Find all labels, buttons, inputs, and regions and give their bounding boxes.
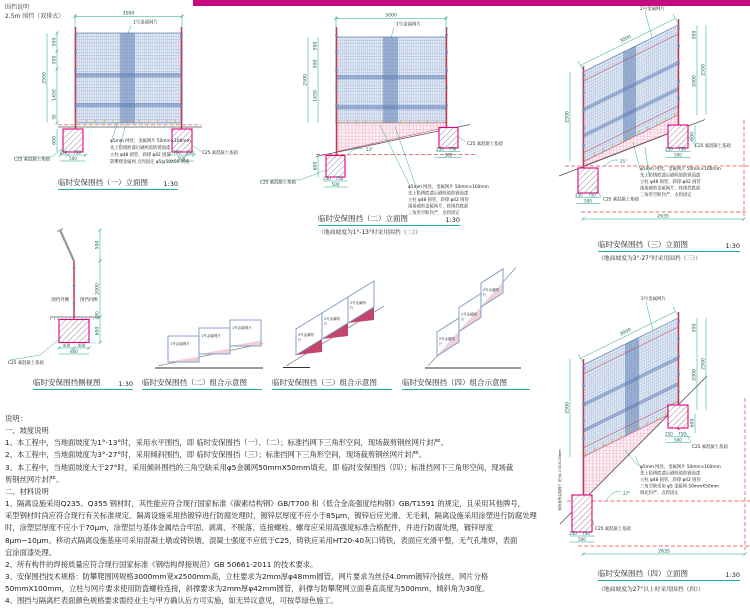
foundation-left [63,129,83,152]
c25-note-right: C25 素混凝土基础 [695,144,731,149]
c25-note-left: C25 素混凝土基础 [595,527,631,532]
svg-text:三角空缺采用 φ5 金属网 50mmX50mm: 三角空缺采用 φ5 金属网 50mmX50mm [640,484,719,490]
dim-top-width [335,13,448,33]
foundation-right [439,128,458,149]
dim-500a: 500 [52,37,58,47]
svg-text:2000: 2000 [692,75,698,87]
note-line: 1、本工程中，当地面坡度为1°-13°时，采用水平围挡，即 临时安保围挡（一）、（二）；标准挡网下三角形空间，现场裁剪钢丝网片封严。 [5,438,449,448]
dim-bottom-left [323,176,347,187]
note-line: 3、安保围挡技术规格：防攀爬围网规格3000mm宽x2500mm高，立柱要求为2mm厚φ48mm圆管，网片要求为丝径4.0mm镀锌冷拔丝，网片分格 [5,572,489,582]
svg-text:三角形空缺封严，点焊固定: 三角形空缺封严，点焊固定 [640,193,692,198]
title-side-view: 临时安保围挡侧视图 1:30 [33,378,133,388]
svg-text:2500: 2500 [701,64,707,76]
svg-text:750: 750 [678,431,686,437]
combo-three [283,281,384,368]
title-elevation-one: 临时安保围挡（一）立面图 1:30 [58,178,178,188]
svg-text:250: 250 [59,150,68,155]
svg-text:先上防锈底漆后刷两道防锈面漆: 先上防锈底漆后刷两道防锈面漆 [640,173,701,179]
mesh-label: 1号金属网片 [133,20,158,26]
mesh-label: 2号金属网片 [640,7,665,12]
dim-right-chain [95,229,102,345]
svg-text:φ5mm 网丝，金属网片 50mm×100mm: φ5mm 网丝，金属网片 50mm×100mm [110,139,191,144]
svg-text:2000: 2000 [692,369,698,381]
svg-text:500: 500 [578,537,586,542]
svg-text:现场裁剪金属网片，将围挡底部: 现场裁剪金属网片，将围挡底部 [408,204,469,210]
svg-text:800: 800 [70,349,78,354]
svg-text:500: 500 [444,152,453,158]
c25-note-left: C25 素混凝土基础 [603,197,639,203]
foundation-right [668,405,688,428]
dim-right-chain [690,318,707,433]
svg-text:现场裁剪金属网片，将围挡底部: 现场裁剪金属网片，将围挡底部 [640,186,701,192]
panel [230,320,261,346]
svg-text:防攀爬金属网 点焊固定 φ5@50X50 网格: 防攀爬金属网 点焊固定 φ5@50X50 网格 [110,160,190,165]
svg-text:1号金属网片: 1号金属网片 [170,342,190,346]
svg-text:2000: 2000 [95,283,101,295]
svg-text:2935: 2935 [657,214,669,220]
note-line: 50mmX100mm，立柱与网片要求使用防盗螺栓连接，斜撑要求为2mm厚φ42mm圆管，斜撑与防攀爬网立面垂直高度为500mm，倾斜角为30度。 [5,584,490,594]
svg-text:500: 500 [674,437,682,443]
c25-note-left: C25 素混凝土基础 [260,180,296,186]
callout-block-3 [633,142,721,198]
svg-text:750: 750 [73,150,81,155]
dim-bottom-right [665,432,690,443]
dim-3000: 3000 [122,11,135,17]
note-line: 2、所有构件的焊接质量应符合现行国家标准《钢结构焊接规范》GB 50661-2011 的技术要求。 [5,559,318,569]
svg-text:500: 500 [313,59,319,69]
svg-text:立柱 φ48 圆管，斜撑 φ42 圆管: 立柱 φ48 圆管，斜撑 φ42 圆管 [640,180,701,185]
svg-text:3000: 3000 [385,13,397,19]
note-line: 3、本工程中，当地面坡度大于27°时，采用倾斜围挡的三角空缺采用φ5金属网50mmX50mm填充，即 临时安保围挡（四）；标准挡网下三角形空间，现场裁 [5,462,514,472]
c25-note-right: C25 素混凝土基础 [692,445,728,450]
svg-text:3000: 3000 [619,327,633,338]
slope-angle: 27° [623,491,631,496]
foundation-left [326,156,345,178]
svg-text:2500: 2500 [303,74,309,86]
svg-text:500: 500 [674,152,682,158]
svg-text:1号金属网片: 1号金属网片 [201,334,221,338]
svg-text:片: 片 [324,322,328,326]
svg-text:500: 500 [95,240,101,250]
slope-angle: 13° [366,147,374,152]
title-combo-three: 临时安保围挡（三）组合示意图 [272,377,392,390]
dim-left-2500: 2500 [565,111,571,123]
svg-text:片: 片 [298,338,302,342]
svg-text:片: 片 [461,317,465,322]
svg-text:250: 250 [665,431,673,437]
svg-text:500: 500 [69,156,77,161]
dim-500b: 500 [52,55,58,65]
label-outside: 围挡外侧 [51,298,69,303]
subtitle-elevation-three: （地面坡度为3°-27°时采用围挡（三）） [598,256,702,262]
foundation [59,320,89,343]
svg-text:片: 片 [483,293,487,297]
infill-mesh-wedge [337,123,446,152]
svg-text:500: 500 [331,182,340,187]
svg-text:2500: 2500 [701,358,707,370]
svg-text:600: 600 [95,326,101,336]
notes-block [5,413,557,608]
foundation-right [668,125,688,148]
note-line: 2、本工程中，当地面坡度为3°-27°时，采用倾斜围挡，即 临时安保围挡（三）；标准挡网下三角形空间，现场裁剪钢丝网片封严。 [5,450,427,460]
elevation-two [260,13,503,217]
svg-text:750: 750 [335,176,344,181]
callout-block-4 [625,450,721,496]
corner-note [5,3,64,21]
svg-text:2号金属网: 2号金属网 [439,337,455,341]
note-line: 说明： [5,414,27,423]
svg-text:2号金属网: 2号金属网 [324,317,340,321]
dim-bottom-left [575,193,600,204]
title-combo-four: 临时安保围挡（四）组合示意图 [402,377,530,390]
elevation-one [14,11,238,166]
svg-text:先上防锈底漆后刷两道防锈面漆: 先上防锈底漆后刷两道防锈面漆 [640,471,701,477]
svg-text:500: 500 [692,30,698,40]
svg-text:片: 片 [439,342,443,346]
dim-left-2500: 2500 [565,402,571,414]
svg-text:3000: 3000 [619,34,633,45]
svg-text:250: 250 [665,146,673,152]
svg-text:750: 750 [448,146,457,152]
dim-50: 50 [51,114,57,120]
svg-text:400: 400 [62,343,71,348]
dim-left-chain [42,32,59,153]
svg-text:100: 100 [94,311,100,319]
top-arm [60,230,74,261]
svg-text:750: 750 [173,150,181,155]
svg-text:250: 250 [575,192,583,198]
svg-text:500: 500 [584,198,592,204]
svg-text:2635: 2635 [658,549,670,555]
elevation-four [557,295,750,556]
c25-note-right: C25 素混凝土基础 [202,151,238,156]
svg-text:600: 600 [313,161,319,171]
dim-bottom-width [582,214,746,221]
dim-bottom-width [582,549,747,556]
panel [199,328,230,354]
svg-text:立柱 φ48 圆管，斜撑 φ42 圆管: 立柱 φ48 圆管，斜撑 φ42 圆管 [110,153,171,158]
svg-text:250: 250 [569,531,577,536]
svg-text:φ5mm 网丝，金属网片 50mm×100mm: φ5mm 网丝，金属网片 50mm×100mm [408,185,489,190]
label-inside: 围挡内侧 [80,298,98,303]
note-line: 4、围挡与隔离栏表面颜色规格要求需经业主与甲方确认后方可实施，如无异议意见，可按草绿色施工。 [5,596,338,606]
title-elevation-two: 临时安保围挡（二）立面图 1:30 [318,214,460,224]
svg-text:φ5mm 网丝，金属网片 50mm×100mm: φ5mm 网丝，金属网片 50mm×100mm [640,465,721,470]
note-line: 一、坡度说明 [5,426,49,436]
note-line: 时，涂塑层厚度不应小于70μm，涂塑层与基体金属结合牢固、剥离、不脱落、连接螺栓、螺母应采用高强度标准合格配件，并进行防腐处理，镀锌厚度 [5,523,494,533]
dim-bottom [58,343,91,354]
combo-four [425,268,521,369]
title-combo-two: 临时安保围挡（二）组合示意图 [142,377,262,390]
svg-text:500: 500 [313,41,319,51]
dim-right-chain [690,25,707,148]
svg-text:立柱 φ48 圆管，斜撑 φ42 圆管: 立柱 φ48 圆管，斜撑 φ42 圆管 [408,198,469,203]
svg-text:先上防锈底漆后刷两道防锈面漆: 先上防锈底漆后刷两道防锈面漆 [408,191,469,197]
panel [168,336,199,362]
svg-text:立柱 φ48 圆管，斜撑 φ42 圆管: 立柱 φ48 圆管，斜撑 φ42 圆管 [640,478,701,483]
slope-angle: 25° [620,159,628,164]
svg-text:2号金属网: 2号金属网 [298,333,314,337]
elevation-three [559,5,750,221]
mesh-panel-2 [336,37,446,123]
svg-text:600: 600 [690,132,696,141]
side-view [8,229,102,367]
svg-text:先上防锈底漆后刷两道防锈面漆: 先上防锈底漆后刷两道防锈面漆 [110,146,171,151]
combo-two [155,320,263,368]
svg-text:2号金属网: 2号金属网 [350,301,366,305]
mesh-label: 2号金属网片 [641,297,666,302]
subtitle-elevation-four: （地面坡度为27°以上时采用围挡（四）） [598,587,704,593]
note-line: 二、材料说明 [5,486,49,496]
svg-text:400: 400 [77,343,86,348]
dim-bottom-left [569,531,594,542]
subtitle-elevation-two: （地面坡度为1°-13°时采用围挡（二）） [318,230,422,236]
dim-2500: 2500 [42,72,48,84]
svg-text:250: 250 [323,176,331,181]
dim-1450: 1450 [52,89,58,101]
dim-top-width [74,11,184,31]
dim-left-chain [303,37,319,177]
svg-text:500: 500 [177,156,186,161]
corner-note-line2: 2.5m 围挡（双排式） [5,13,65,20]
title-elevation-four: 临时安保围挡（四）立面图 1:30 [598,569,740,579]
top-accent-bar [193,0,750,6]
svg-text:1号金属网片: 1号金属网片 [232,326,252,330]
svg-text:250: 250 [186,150,194,155]
c25-note-right: C25 素混凝土基础 [467,142,503,147]
note-line: 剪钢丝网片封严。 [5,474,64,484]
svg-text:600: 600 [690,418,696,428]
note-line: 8μm~10μm。移动式隔离设施基座可采用混凝土墩或铸铁墩，混凝土强度不应低于C25，铸铁应采用HT20-40灰口铸铁，表面应光滑平整，无气孔堆焊，表面 [5,535,518,545]
mesh-panel-1 [75,33,182,123]
svg-text:250: 250 [436,146,444,152]
note-line: 宜涂面漆处理。 [5,547,57,557]
foundation-left [578,168,598,193]
corner-note-line1: 围挡说明 [5,4,30,11]
svg-text:500: 500 [692,323,698,333]
svg-text:填充封严，点焊固定: 填充封严，点焊固定 [640,491,679,496]
c25-note: C25 素混凝土基础 [8,361,44,366]
svg-text:1450: 1450 [313,90,319,102]
svg-text:三角形空缺封严，点焊固定: 三角形空缺封严，点焊固定 [408,211,460,216]
svg-text:750: 750 [582,531,590,536]
svg-text:750: 750 [678,146,686,152]
title-elevation-three: 临时安保围挡（三）立面图 1:30 [598,240,740,250]
note-line: 1、隔离设施采用Q235、Q355 钢材时，其性能应符合现行国家标准《碳素结构钢》GB/T700 和《低合金高强度结构钢》GB/T1591 的规定，且采用其他牌号， [5,499,525,509]
note-line: 采型钢材时尚应符合现行有关标准规定。隔离设施采用热镀锌进行防腐处理时，镀锌层厚度不应小于85μm，镀锌后应光滑、无毛刺，隔离设施采用涂塑进行防腐处理 [5,511,537,521]
dim-600: 600 [52,136,58,145]
svg-text:2号金属网: 2号金属网 [461,312,477,317]
foundation-left [572,495,592,532]
svg-text:φ5mm 网丝，金属网片 50mm×100mm: φ5mm 网丝，金属网片 50mm×100mm [640,167,721,172]
side-cut-label: 现场裁剪金属网片 丝径4.0 50X100mm [558,449,562,511]
svg-text:750: 750 [588,192,596,198]
svg-text:片: 片 [350,306,354,310]
svg-text:2号金属网: 2号金属网 [483,288,499,292]
mesh-label: 1号金属网片 [396,22,421,28]
c25-note-left: C25 素混凝土基础 [14,157,50,163]
